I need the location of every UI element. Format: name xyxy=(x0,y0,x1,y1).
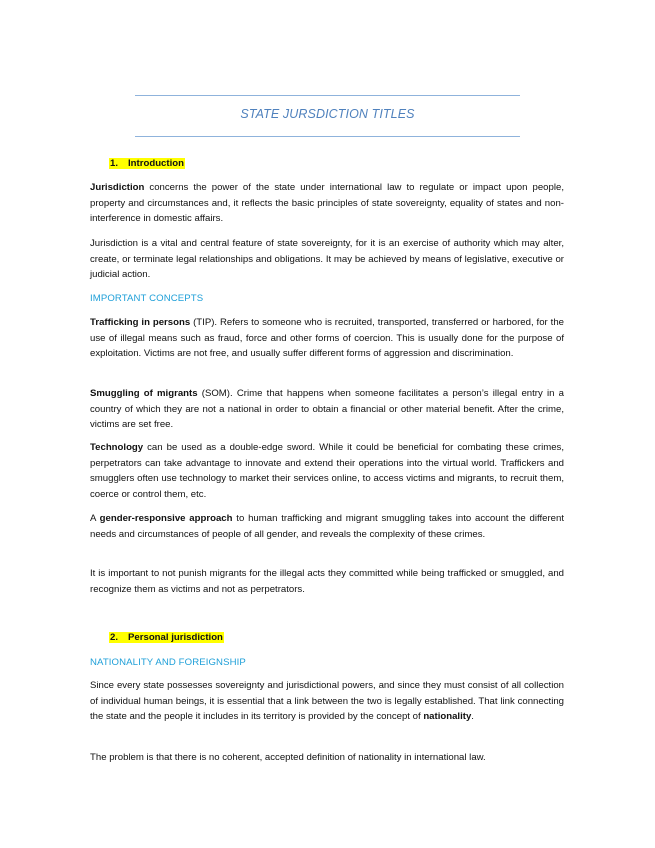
paragraph-text: . xyxy=(471,711,474,723)
paragraph-text: Since every state possesses sovereignty and jurisdictional powers, and since they must consist of all collection of individual human beings, it is essential that a link between the two is legally established. That link connecting the state and the people it includes in its territory is provided by the concept of xyxy=(90,680,564,723)
term-trafficking: Trafficking in persons xyxy=(90,317,191,328)
section-1-title: Introduction xyxy=(128,158,184,169)
section-2-heading xyxy=(109,631,224,645)
term-gender-approach: gender-responsive approach xyxy=(99,513,233,524)
paragraph-smuggling xyxy=(90,386,564,433)
document-title: STATE JURSDICTION TITLES xyxy=(240,107,415,121)
paragraph-jurisdiction-definition xyxy=(90,180,564,227)
paragraph-trafficking xyxy=(90,315,564,362)
paragraph-text: to human trafficking and migrant smuggling takes into account the different needs and circumstances of people of all gender, and reveals the complexity of these crimes. xyxy=(90,513,565,540)
paragraph-jurisdiction-feature xyxy=(90,236,564,283)
section-1-heading xyxy=(109,157,185,171)
subheading-nationality: NATIONALITY AND FOREIGNSHIP xyxy=(90,657,246,668)
term-nationality: nationality xyxy=(423,711,472,723)
paragraph-do-not-punish xyxy=(90,566,564,597)
section-1-number: 1. xyxy=(110,158,119,169)
title-rule-top xyxy=(135,95,520,96)
paragraph-text: Jurisdiction is a vital and central feature of state sovereignty, for it is an exercise of authority which may alter, create, or terminate legal relationships and obligations. It may be achieved by means of legislative, executive or judicial action. xyxy=(90,238,564,281)
paragraph-text: (SOM). Crime that happens when someone facilitates a person’s illegal entry in a country of which they are not a national in order to obtain a financial or other material benefit. After the crime, victims are set free. xyxy=(90,388,564,431)
section-2-number: 2. xyxy=(110,632,119,643)
term-jurisdiction: Jurisdiction xyxy=(90,182,145,193)
paragraph-text: (TIP). Refers to someone who is recruited, transported, transferred or harbored, for the use of illegal means such as fraud, force and other forms of coercion. This is usually done for the purpose of exploitation. Victims are not free, and usually suffer different forms of aggression and discrimination. xyxy=(90,317,564,360)
paragraph-text: The problem is that there is no coherent, accepted definition of nationality in international law. xyxy=(90,752,486,763)
term-technology: Technology xyxy=(90,442,144,453)
title-rule-bottom xyxy=(135,136,520,137)
paragraph-nationality-link xyxy=(90,678,564,725)
section-2-title: Personal jurisdiction xyxy=(128,632,223,643)
subheading-important-concepts: IMPORTANT CONCEPTS xyxy=(90,293,204,304)
paragraph-text: A xyxy=(90,513,100,524)
paragraph-technology xyxy=(90,440,564,502)
paragraph-text: It is important to not punish migrants for the illegal acts they committed while being trafficked or smuggled, and recognize them as victims and not as perpetrators. xyxy=(90,568,564,595)
paragraph-nationality-problem xyxy=(90,750,564,766)
paragraph-text: concerns the power of the state under international law to regulate or impact upon people, property and circumstances and, it reflects the basic principles of state sovereignty, equality of states and non-interference in domestic affairs. xyxy=(90,182,564,225)
paragraph-text: can be used as a double-edge sword. While it could be beneficial for combating these crimes, perpetrators can take advantage to innovate and extend their operations into the virtual world. Traffickers and smugglers often use technology to market their services online, to access victims and migrants, to recruit them, coerce or control them, etc. xyxy=(90,442,564,500)
term-smuggling: Smuggling of migrants xyxy=(90,388,198,399)
paragraph-gender-approach xyxy=(90,511,564,542)
